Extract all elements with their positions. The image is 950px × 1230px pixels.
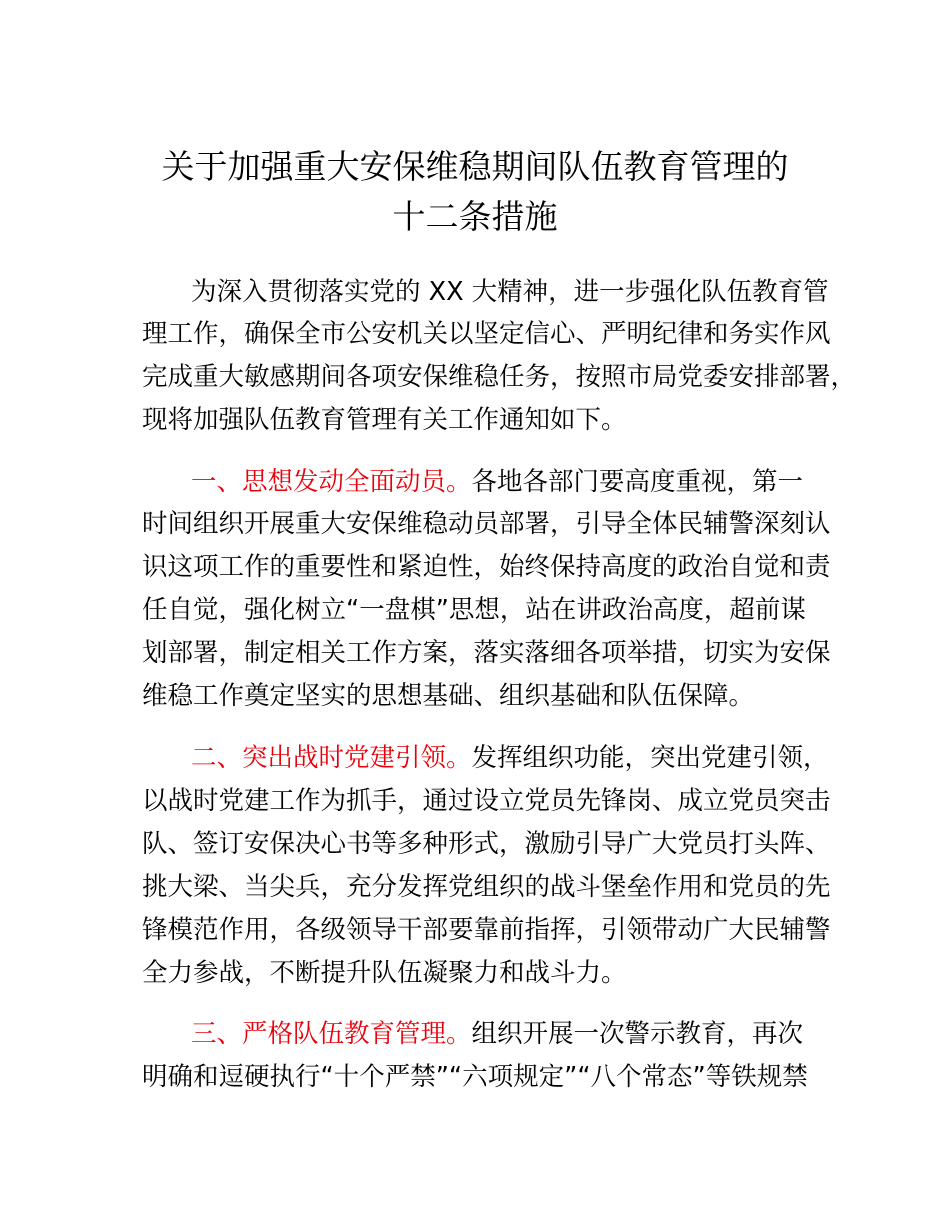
- section-2-line: 锋模范作用，各级领导干部要靠前指挥，引领带动广大民辅警: [142, 915, 831, 945]
- section-2-line: 队、签订安保决心书等多种形式，激励引导广大党员打头阵、: [142, 829, 831, 859]
- document-title-line-1: 关于加强重大安保维稳期间队伍教育管理的: [161, 147, 789, 186]
- section-1-line: 划部署，制定相关工作方案，落实落细各项举措，切实为安保: [142, 638, 831, 668]
- section-1-first-line: [191, 467, 803, 497]
- section-1-line: 任自觉，强化树立“一盘棋”思想，站在讲政治高度，超前谋: [142, 595, 806, 625]
- section-heading: 三、严格队伍教育管理。: [191, 1019, 472, 1049]
- section-3-line: 明确和逗硬执行“十个严禁”“六项规定”“八个常态”等铁规禁: [142, 1062, 808, 1092]
- section-1-line: 维稳工作奠定坚实的思想基础、组织基础和队伍保障。: [142, 681, 755, 711]
- section-2-first-line: [191, 743, 829, 773]
- section-text: 各地各部门要高度重视，第一: [471, 467, 804, 497]
- intro-line: 理工作，确保全市公安机关以坚定信心、严明纪律和务实作风: [142, 319, 831, 349]
- section-text: 组织开展一次警示教育，再次: [471, 1019, 804, 1049]
- intro-line: 为深入贯彻落实党的 XX 大精神，进一步强化队伍教育管: [191, 277, 829, 307]
- section-text: 发挥组织功能，突出党建引领，: [471, 743, 829, 773]
- section-3-first-line: [191, 1019, 803, 1049]
- document-title-line-2: 十二条措施: [392, 197, 558, 236]
- section-2-line: 以战时党建工作为抓手，通过设立党员先锋岗、成立党员突击: [142, 786, 831, 816]
- section-1-line: 时间组织开展重大安保维稳动员部署，引导全体民辅警深刻认: [142, 509, 831, 539]
- intro-line: 完成重大敏感期间各项安保维稳任务，按照市局党委安排部署，: [142, 362, 857, 392]
- section-1-line: 识这项工作的重要性和紧迫性，始终保持高度的政治自觉和责: [142, 552, 831, 582]
- intro-line: 现将加强队伍教育管理有关工作通知如下。: [142, 405, 627, 435]
- section-heading: 二、突出战时党建引领。: [191, 743, 472, 773]
- section-2-line: 挑大梁、当尖兵，充分发挥党组织的战斗堡垒作用和党员的先: [142, 872, 831, 902]
- section-2-line: 全力参战，不断提升队伍凝聚力和战斗力。: [142, 958, 627, 988]
- section-heading: 一、思想发动全面动员。: [191, 467, 472, 497]
